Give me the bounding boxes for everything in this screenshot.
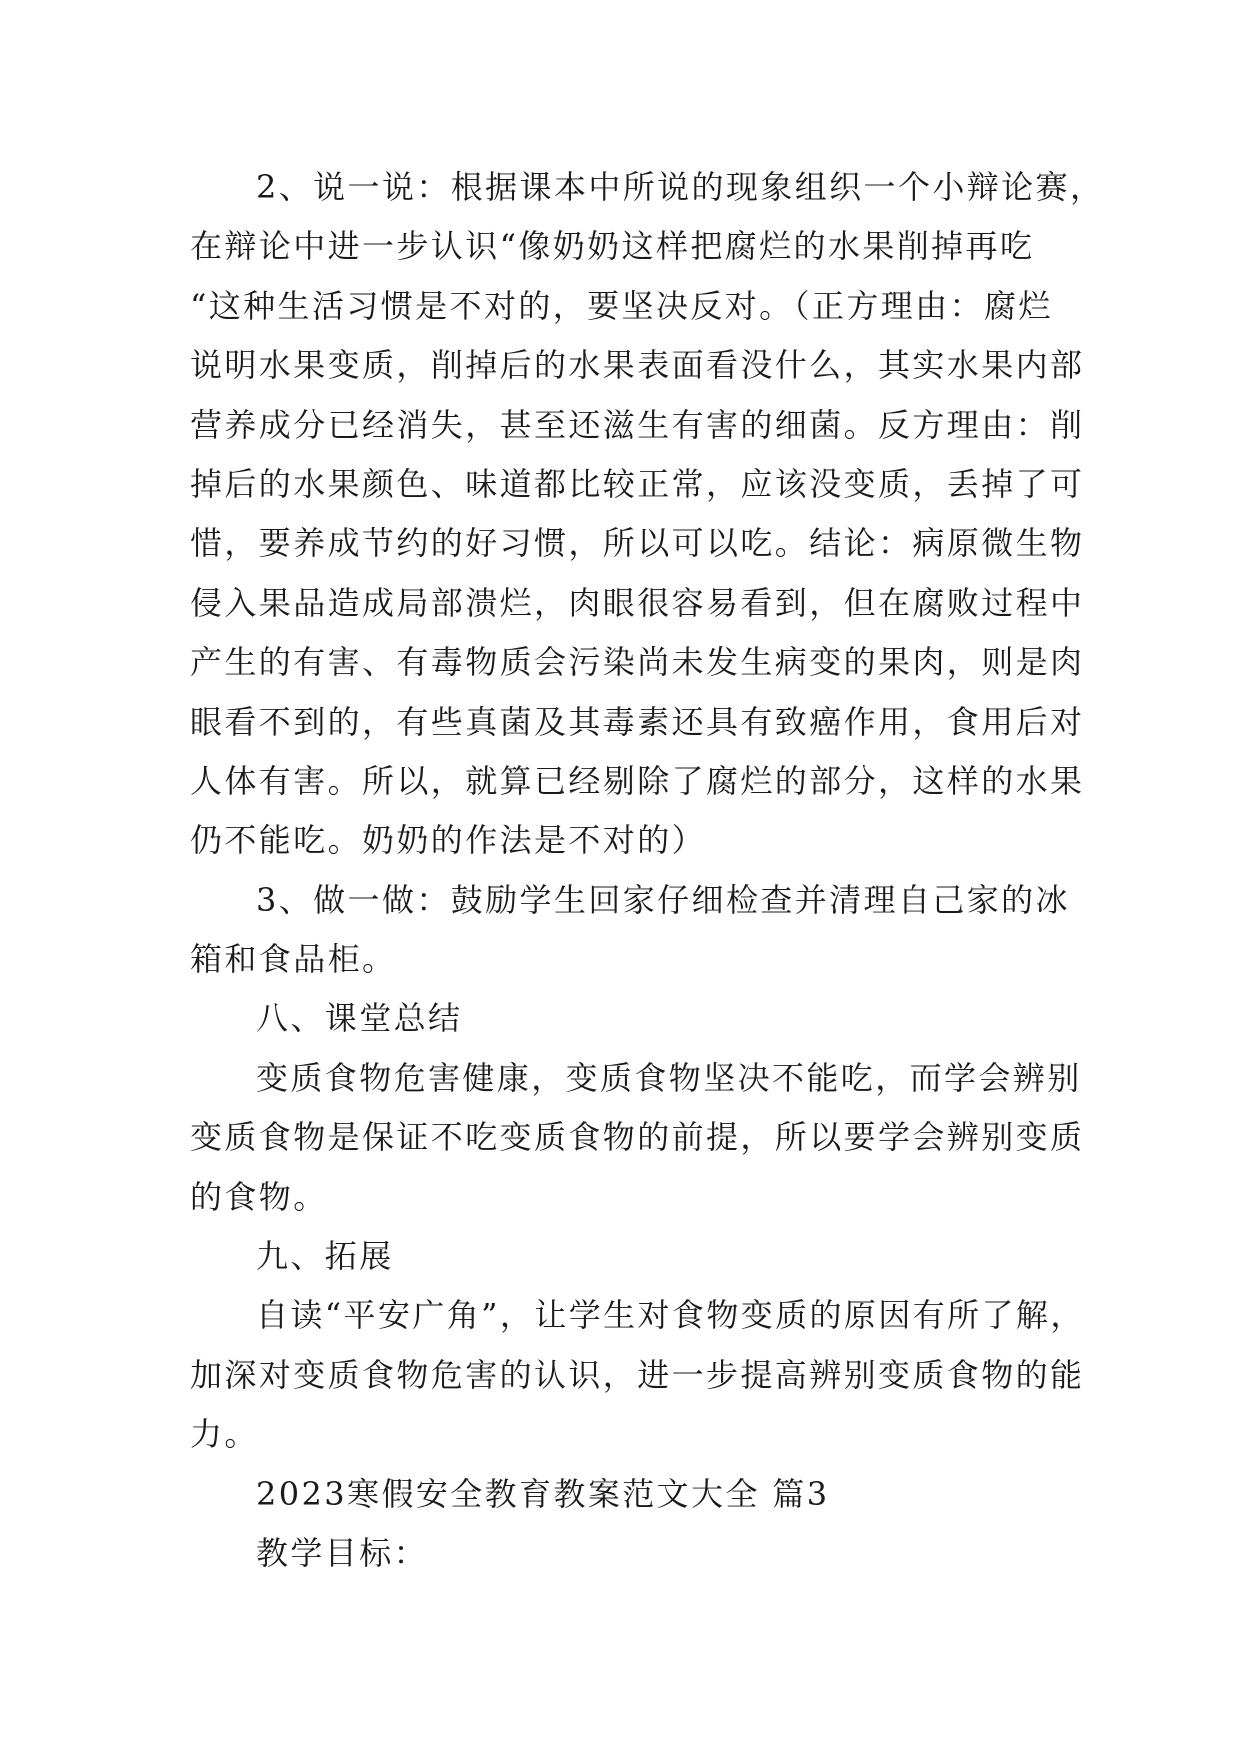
paragraph-summary-line-1: 变质食物危害健康，变质食物坚决不能吃，而学会辨别 — [256, 1058, 1082, 1097]
paragraph-debate-line-5: 营养成分已经消失，甚至还滋生有害的细菌。反方理由：削 — [190, 405, 1085, 444]
paragraph-extension-line-3: 力。 — [190, 1415, 259, 1454]
paragraph-extension-line-2: 加深对变质食物危害的认识，进一步提高辨别变质食物的能 — [190, 1355, 1085, 1394]
paragraph-activity-line-2: 箱和食品柜。 — [190, 940, 397, 979]
paragraph-summary-line-2: 变质食物是保证不吃变质食物的前提，所以要学会辨别变质 — [190, 1118, 1085, 1157]
paragraph-debate-line-12: 仍不能吃。奶奶的作法是不对的） — [190, 821, 707, 860]
section-heading-objectives: 教学目标： — [256, 1533, 429, 1572]
paragraph-debate-line-1: 2、说一说：根据课本中所说的现象组织一个小辩论赛， — [256, 168, 1105, 206]
paragraph-extension-line-1: 自读“平安广角”，让学生对食物变质的原因有所了解， — [256, 1296, 1085, 1335]
section-heading-extension: 九、拓展 — [256, 1237, 394, 1276]
section-heading-summary: 八、课堂总结 — [256, 999, 463, 1038]
paragraph-debate-line-4: 说明水果变质，削掉后的水果表面看没什么，其实水果内部 — [190, 346, 1085, 385]
paragraph-summary-line-3: 的食物。 — [190, 1177, 328, 1216]
article-title: 2023寒假安全教育教案范文大全 篇3 — [256, 1474, 830, 1513]
paragraph-debate-line-8: 侵入果品造成局部溃烂，肉眼很容易看到，但在腐败过程中 — [190, 583, 1085, 622]
paragraph-debate-line-2: 在辩论中进一步认识“像奶奶这样把腐烂的水果削掉再吃 — [190, 227, 1035, 266]
paragraph-debate-line-11: 人体有害。所以，就算已经剔除了腐烂的部分，这样的水果 — [190, 761, 1085, 800]
paragraph-debate-line-10: 眼看不到的，有些真菌及其毒素还具有致癌作用，食用后对 — [190, 702, 1085, 741]
paragraph-debate-line-9: 产生的有害、有毒物质会污染尚未发生病变的果肉，则是肉 — [190, 643, 1085, 682]
paragraph-activity-line-1: 3、做一做：鼓励学生回家仔细检查并清理自己家的冰 — [256, 880, 1070, 919]
paragraph-debate-line-7: 惜，要养成节约的好习惯，所以可以吃。结论：病原微生物 — [190, 524, 1085, 563]
paragraph-debate-line-6: 掉后的水果颜色、味道都比较正常，应该没变质，丢掉了可 — [190, 464, 1085, 503]
paragraph-debate-line-3: “这种生活习惯是不对的，要坚决反对。（正方理由：腐烂 — [190, 286, 1053, 325]
document-body — [190, 158, 1105, 1583]
